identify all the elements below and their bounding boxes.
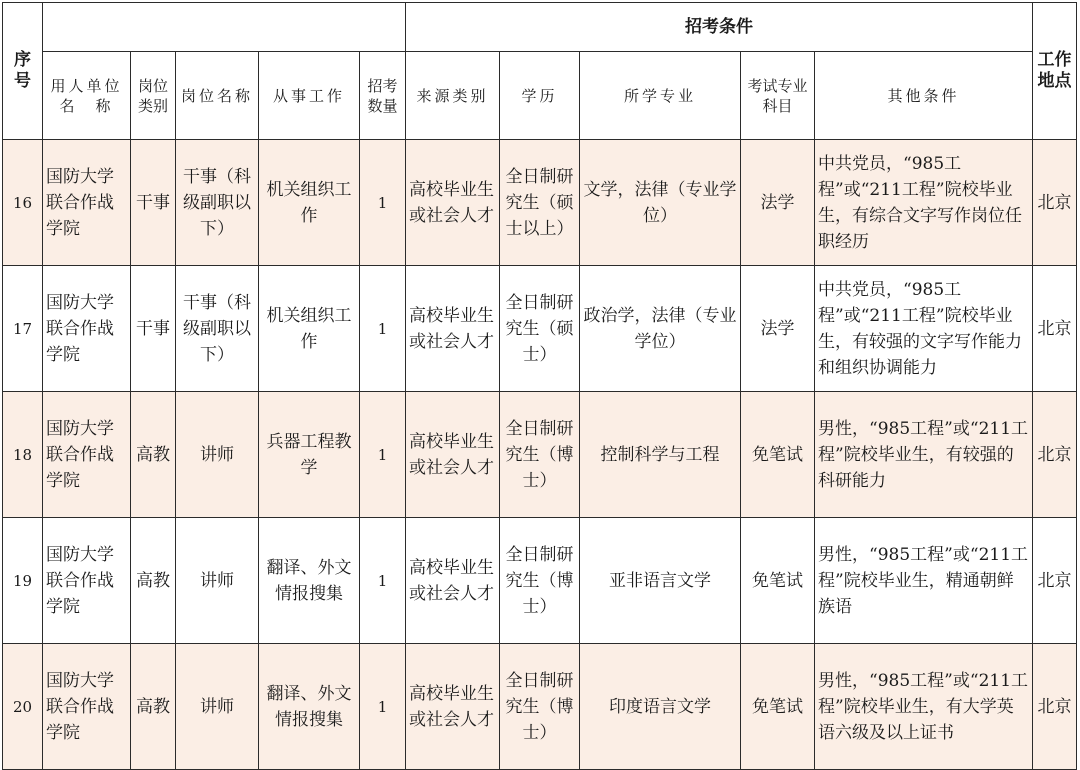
header-seq: 序号: [3, 3, 43, 140]
cell-source: 高校毕业生或社会人才: [406, 140, 500, 266]
cell-post-type: 高教: [131, 644, 176, 770]
cell-source: 高校毕业生或社会人才: [406, 392, 500, 518]
cell-location: 北京: [1033, 392, 1077, 518]
header-unit: 用人单位名 称: [43, 52, 131, 140]
cell-seq: 18: [3, 392, 43, 518]
cell-other: 男性，“985工程”或“211工程”院校毕业生，有大学英语六级及以上证书: [815, 644, 1033, 770]
cell-count: 1: [360, 518, 406, 644]
cell-work: 翻译、外文情报搜集: [259, 518, 360, 644]
cell-exam: 法学: [741, 266, 815, 392]
cell-exam: 免笔试: [741, 392, 815, 518]
cell-other: 中共党员，“985工程”或“211工程”院校毕业生，有综合文字写作岗位任职经历: [815, 140, 1033, 266]
table-row: [3, 644, 1077, 770]
cell-major: 印度语言文学: [580, 644, 741, 770]
header-post-name: 岗位名称: [176, 52, 259, 140]
cell-major: 文学，法律（专业学位）: [580, 140, 741, 266]
table-row: [3, 518, 1077, 644]
cell-location: 北京: [1033, 518, 1077, 644]
cell-other: 中共党员，“985工程”或“211工程”院校毕业生，有较强的文字写作能力和组织协调能力: [815, 266, 1033, 392]
cell-source: 高校毕业生或社会人才: [406, 518, 500, 644]
cell-post-name: 干事（科级副职以下）: [176, 266, 259, 392]
cell-other: 男性，“985工程”或“211工程”院校毕业生，有较强的科研能力: [815, 392, 1033, 518]
cell-count: 1: [360, 140, 406, 266]
cell-work: 兵器工程教学: [259, 392, 360, 518]
cell-education: 全日制研究生（博士）: [500, 644, 580, 770]
cell-unit: 国防大学联合作战学院: [43, 140, 131, 266]
cell-unit: 国防大学联合作战学院: [43, 644, 131, 770]
cell-exam: 免笔试: [741, 518, 815, 644]
cell-location: 北京: [1033, 644, 1077, 770]
header-exam: 考试专业科目: [741, 52, 815, 140]
header-major: 所学专业: [580, 52, 741, 140]
cell-work: 机关组织工作: [259, 140, 360, 266]
header-post-type: 岗位类别: [131, 52, 176, 140]
cell-location: 北京: [1033, 140, 1077, 266]
cell-education: 全日制研究生（博士）: [500, 518, 580, 644]
cell-unit: 国防大学联合作战学院: [43, 518, 131, 644]
cell-major: 亚非语言文学: [580, 518, 741, 644]
cell-source: 高校毕业生或社会人才: [406, 266, 500, 392]
cell-post-type: 高教: [131, 518, 176, 644]
cell-education: 全日制研究生（硕士）: [500, 266, 580, 392]
cell-count: 1: [360, 392, 406, 518]
cell-education: 全日制研究生（硕士以上）: [500, 140, 580, 266]
cell-major: 政治学，法律（专业学位）: [580, 266, 741, 392]
cell-count: 1: [360, 266, 406, 392]
recruitment-table: [2, 2, 1077, 770]
header-count: 招考数量: [360, 52, 406, 140]
header-blank: [43, 3, 406, 52]
cell-seq: 16: [3, 140, 43, 266]
header-source: 来源类别: [406, 52, 500, 140]
table-row: [3, 392, 1077, 518]
table-row: [3, 140, 1077, 266]
cell-unit: 国防大学联合作战学院: [43, 392, 131, 518]
cell-source: 高校毕业生或社会人才: [406, 644, 500, 770]
header-conditions-group: 招考条件: [406, 3, 1033, 52]
cell-post-name: 讲师: [176, 644, 259, 770]
cell-post-name: 干事（科级副职以下）: [176, 140, 259, 266]
cell-seq: 19: [3, 518, 43, 644]
cell-post-type: 高教: [131, 392, 176, 518]
cell-seq: 17: [3, 266, 43, 392]
cell-work: 翻译、外文情报搜集: [259, 644, 360, 770]
cell-education: 全日制研究生（博士）: [500, 392, 580, 518]
cell-work: 机关组织工作: [259, 266, 360, 392]
cell-post-name: 讲师: [176, 518, 259, 644]
cell-other: 男性，“985工程”或“211工程”院校毕业生，精通朝鲜族语: [815, 518, 1033, 644]
table-row: [3, 266, 1077, 392]
cell-location: 北京: [1033, 266, 1077, 392]
cell-exam: 免笔试: [741, 644, 815, 770]
cell-major: 控制科学与工程: [580, 392, 741, 518]
cell-exam: 法学: [741, 140, 815, 266]
cell-post-type: 干事: [131, 266, 176, 392]
header-location: 工作地点: [1033, 3, 1077, 140]
header-education: 学历: [500, 52, 580, 140]
cell-unit: 国防大学联合作战学院: [43, 266, 131, 392]
header-other: 其他条件: [815, 52, 1033, 140]
cell-count: 1: [360, 644, 406, 770]
header-work: 从事工作: [259, 52, 360, 140]
cell-seq: 20: [3, 644, 43, 770]
cell-post-type: 干事: [131, 140, 176, 266]
cell-post-name: 讲师: [176, 392, 259, 518]
